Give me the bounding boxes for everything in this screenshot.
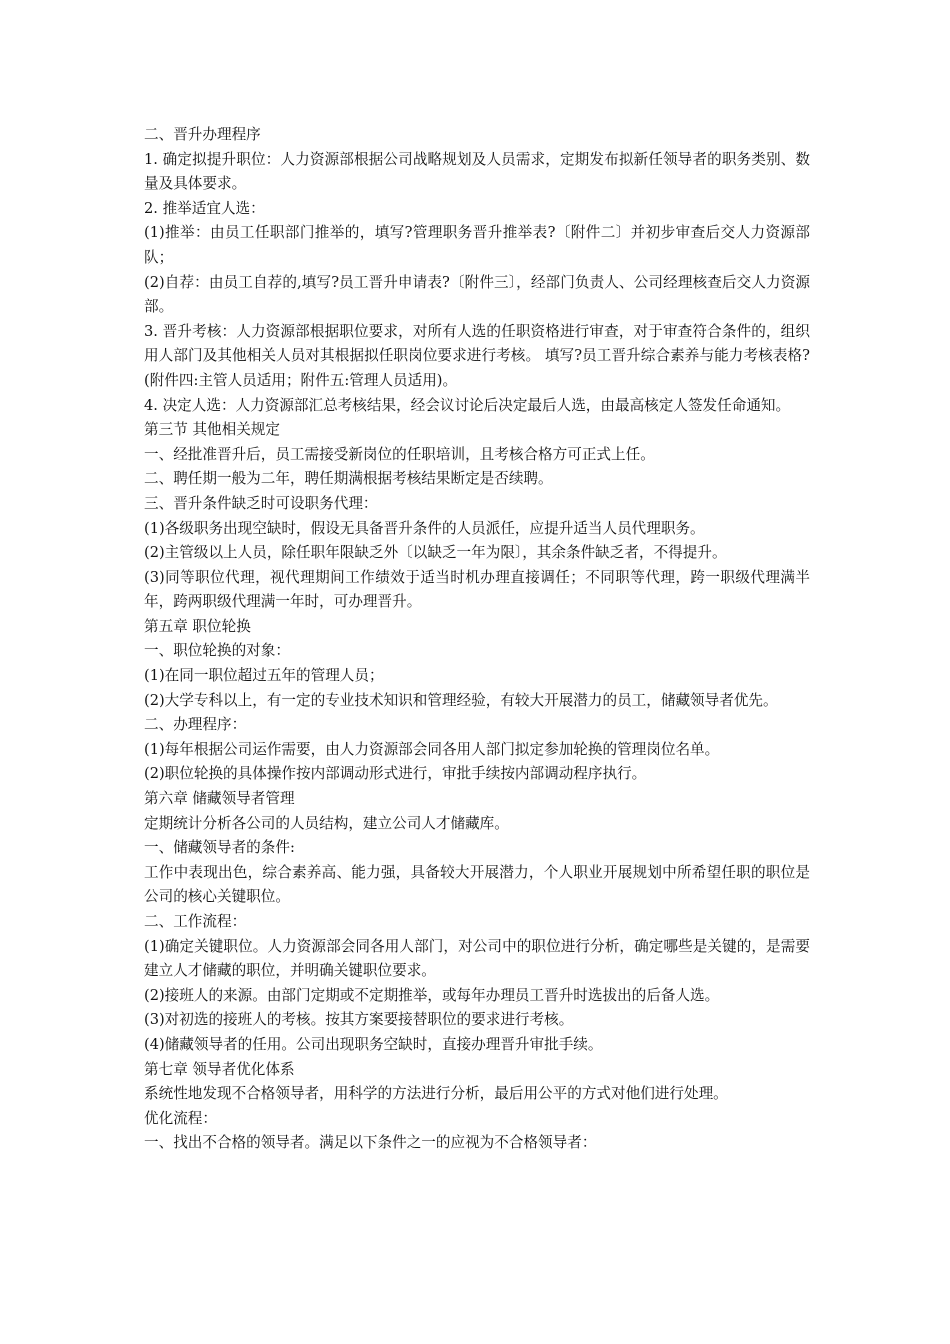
paragraph: 二、工作流程： [144, 913, 247, 930]
paragraph: (2)主管级以上人员，除任职年限缺乏外〔以缺乏一年为限〕，其余条件缺乏者，不得提升。 [144, 544, 727, 562]
paragraph: 1. 确定拟提升职位：人力资源部根据公司战略规划及人员需求，定期发布拟新任领导者的职务类别、数量及具体要求。 [144, 150, 810, 193]
paragraph: 定期统计分析各公司的人员结构，建立公司人才储藏库。 [144, 814, 509, 832]
document-body [144, 123, 810, 1156]
paragraph: 一、经批准晋升后，员工需接受新岗位的任职培训，且考核合格方可正式上任。 [144, 445, 655, 463]
paragraph: (2)接班人的来源。由部门定期或不定期推举，或每年办理员工晋升时选拔出的后备人选。 [144, 986, 720, 1004]
paragraph: 二、聘任期一般为二年，聘任期满根据考核结果断定是否续聘。 [144, 470, 553, 488]
chapter-heading: 第六章 储藏领导者管理 [144, 790, 295, 808]
chapter-heading: 第七章 领导者优化体系 [144, 1060, 295, 1078]
paragraph: 3. 晋升考核：人力资源部根据职位要求，对所有人选的任职资格进行审查，对于审查符合条件的，组织用人部门及其他相关人员对其根据拟任职岗位要求进行考核。 填写?员工晋升综合素养与能力考核表格?(附件四:主管人员适用；附件五:管理人员适用)。 [144, 322, 810, 389]
chapter-heading: 第五章 职位轮换 [144, 617, 251, 635]
paragraph: (1)每年根据公司运作需要，由人力资源部会同各用人部门拟定参加轮换的管理岗位名单。 [144, 740, 720, 758]
paragraph: (4)储藏领导者的任用。公司出现职务空缺时，直接办理晋升审批手续。 [144, 1035, 603, 1053]
paragraph: (1)各级职务出现空缺时，假设无具备晋升条件的人员派任，应提升适当人员代理职务。 [144, 519, 705, 537]
paragraph: (2)大学专科以上，有一定的专业技术知识和管理经验，有较大开展潜力的员工，储藏领导者优先。 [144, 691, 778, 709]
paragraph: 一、职位轮换的对象： [144, 642, 290, 660]
paragraph: 二、办理程序： [144, 716, 247, 734]
section-heading: 二、晋升办理程序 [144, 126, 261, 143]
paragraph: 工作中表现出色，综合素养高、能力强，具备较大开展潜力，个人职业开展规划中所希望任职的职位是公司的核心关键职位。 [144, 863, 810, 906]
paragraph: 2. 推举适宜人选： [144, 199, 265, 217]
paragraph: (1)在同一职位超过五年的管理人员； [144, 667, 384, 685]
paragraph: (2)职位轮换的具体操作按内部调动形式进行，审批手续按内部调动程序执行。 [144, 765, 647, 783]
paragraph: 一、储藏领导者的条件: [144, 839, 295, 857]
section-heading: 第三节 其他相关规定 [144, 421, 280, 439]
paragraph: (2)自荐：由员工自荐的,填写?员工晋升申请表?〔附件三〕，经部门负责人、公司经理核查后交人力资源部。 [144, 273, 810, 316]
paragraph: (3)同等职位代理，视代理期间工作绩效于适当时机办理直接调任；不同职等代理，跨一职级代理满半年，跨两职级代理满一年时，可办理晋升。 [144, 568, 810, 611]
paragraph: (1)确定关键职位。人力资源部会同各用人部门，对公司中的职位进行分析，确定哪些是关键的，是需要建立人才储藏的职位，并明确关键职位要求。 [144, 937, 810, 980]
paragraph: 4. 决定人选：人力资源部汇总考核结果，经会议讨论后决定最后人选，由最高核定人签发任命通知。 [144, 396, 791, 414]
paragraph: (1)推举：由员工任职部门推举的，填写?管理职务晋升推举表?〔附件二〕并初步审查后交人力资源部队； [144, 224, 810, 266]
paragraph: 优化流程： [144, 1109, 217, 1127]
paragraph: 三、晋升条件缺乏时可设职务代理： [144, 494, 378, 512]
paragraph: 一、找出不合格的领导者。满足以下条件之一的应视为不合格领导者： [144, 1134, 597, 1152]
paragraph: 系统性地发现不合格领导者，用科学的方法进行分析，最后用公平的方式对他们进行处理。 [144, 1085, 728, 1103]
paragraph: (3)对初选的接班人的考核。按其方案要接替职位的要求进行考核。 [144, 1011, 574, 1029]
